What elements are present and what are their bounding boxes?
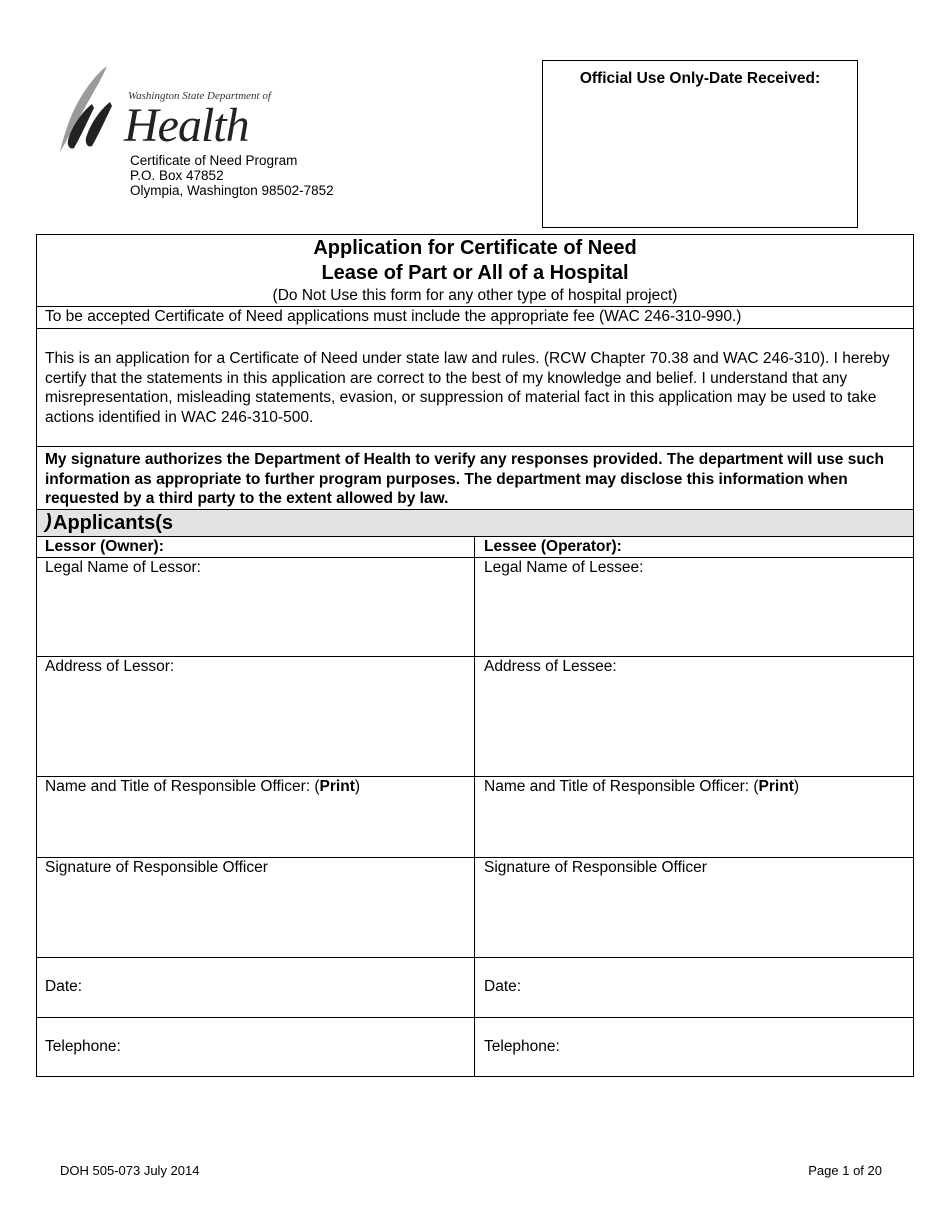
lessor-header: Lessor (Owner): — [45, 538, 164, 555]
divider — [36, 446, 914, 447]
officer-label: Name and Title of Responsible Officer: ( — [45, 778, 320, 795]
logo-department-text: Washington State Department of — [128, 90, 271, 102]
program-name: Certificate of Need Program — [130, 153, 298, 168]
applicants-heading-text: Applicants(s — [53, 512, 174, 534]
lessee-header: Lessee (Operator): — [484, 538, 622, 555]
lessor-telephone-field[interactable]: Telephone: — [45, 1038, 121, 1055]
form-subtitle: (Do Not Use this form for any other type of hospital project) — [272, 287, 678, 304]
lessor-signature-field[interactable]: Signature of Responsible Officer — [45, 859, 268, 876]
print-label: Print — [758, 778, 794, 795]
form-title: Application for Certificate of Need — [313, 237, 637, 259]
applicants-heading — [37, 510, 913, 536]
lessee-address-field[interactable]: Address of Lessee: — [484, 658, 617, 675]
form-id: DOH 505-073 July 2014 — [60, 1163, 200, 1178]
divider — [36, 1017, 914, 1018]
divider — [36, 328, 914, 329]
lessee-date-field[interactable]: Date: — [484, 978, 522, 995]
lessee-officer-field[interactable] — [484, 778, 799, 796]
doh-logo — [58, 64, 271, 154]
official-use-label: Official Use Only-Date Received: — [579, 70, 821, 87]
lessor-legal-name-field[interactable]: Legal Name of Lessor: — [45, 559, 201, 576]
officer-label-end: ) — [793, 778, 800, 795]
form-title-line2: Lease of Part or All of a Hospital — [321, 262, 629, 284]
divider — [36, 857, 914, 858]
divider — [36, 557, 914, 558]
applicants-heading-suffix: ) — [45, 511, 52, 533]
feather-logo-icon — [58, 64, 128, 154]
lessee-telephone-field[interactable]: Telephone: — [484, 1038, 560, 1055]
page-number: Page 1 of 20 — [808, 1163, 882, 1178]
official-use-box — [542, 60, 858, 228]
divider — [36, 656, 914, 657]
officer-label: Name and Title of Responsible Officer: ( — [484, 778, 759, 795]
lessee-signature-field[interactable]: Signature of Responsible Officer — [484, 859, 707, 876]
lessor-officer-field[interactable] — [45, 778, 360, 796]
column-divider — [474, 536, 475, 1077]
program-po-box: P.O. Box 47852 — [130, 168, 224, 183]
divider — [36, 957, 914, 958]
fee-notice: To be accepted Certificate of Need applications must include the appropriate fee (WAC 246-310-990.) — [45, 308, 742, 325]
program-city: Olympia, Washington 98502-7852 — [130, 183, 334, 198]
authorization-paragraph: My signature authorizes the Department of Health to verify any responses provided. The department will use such information as appropriate to further program purposes. The department may disclose this information when requested by a third party to the extent allowed by law. — [45, 451, 884, 507]
divider — [36, 536, 914, 537]
officer-label-end: ) — [354, 778, 361, 795]
certification-paragraph: This is an application for a Certificate of Need under state law and rules. (RCW Chapter 70.38 and WAC 246-310). I hereby certify that the statements in this application are correct to the best of my knowledge and belief. I understand that any misrepresentation, misleading statements, evasion, or suppression of material fact in this application may be used to take actions identified in WAC 246-310-500. — [45, 350, 890, 426]
lessee-legal-name-field[interactable]: Legal Name of Lessee: — [484, 559, 644, 576]
lessor-address-field[interactable]: Address of Lessor: — [45, 658, 175, 675]
lessor-date-field[interactable]: Date: — [45, 978, 83, 995]
logo-health-text: Health — [124, 99, 249, 152]
print-label: Print — [319, 778, 355, 795]
divider — [36, 776, 914, 777]
